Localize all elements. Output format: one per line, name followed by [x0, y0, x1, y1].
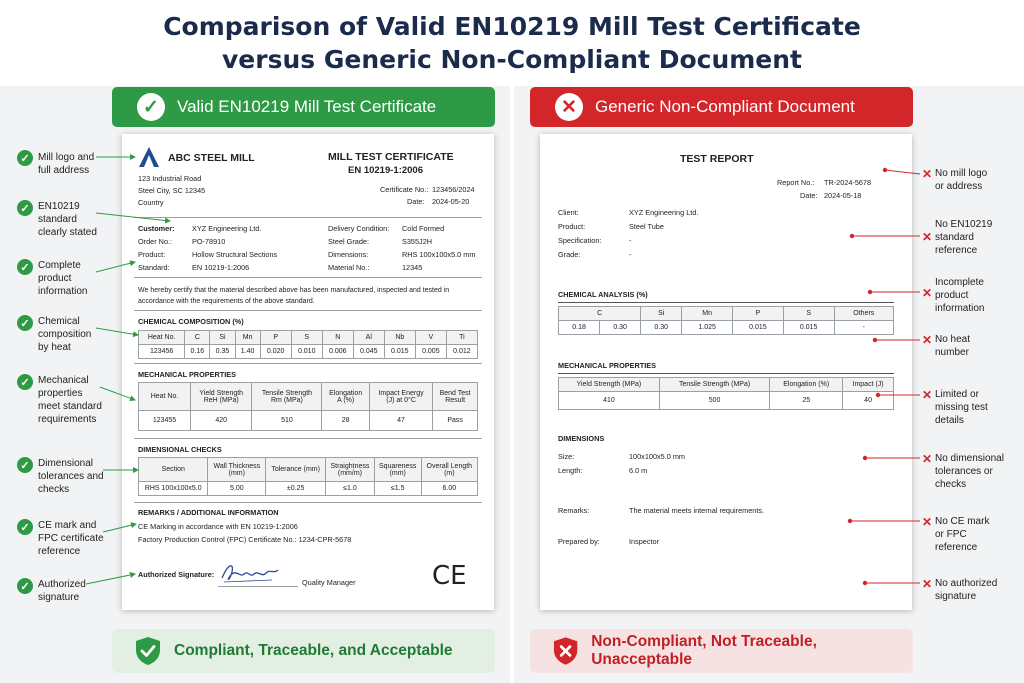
mech-cell: 410 — [559, 392, 660, 410]
invalid-banner — [530, 87, 913, 127]
chem-header: N — [322, 331, 353, 345]
check-icon: ✓ — [17, 150, 33, 166]
annotation-line: No EN10219 — [935, 219, 993, 230]
chem-analysis-table — [558, 306, 894, 335]
title-line-2: versus Generic Non-Compliant Document — [222, 45, 802, 74]
annotation-line: signature — [38, 592, 80, 603]
cert-no-value: 123456/2024 — [432, 185, 475, 194]
chem-cell: 0.005 — [415, 345, 446, 359]
dim-header — [374, 458, 421, 482]
mech-cell: Pass — [433, 411, 478, 431]
x-icon: ✕ — [922, 230, 933, 244]
mill-address-3: Country — [138, 198, 164, 207]
chemical-table — [138, 330, 478, 359]
remark-line-2: Factory Production Control (FPC) Certificate No.: 1234-CPR-5678 — [138, 535, 352, 544]
annotation-line: Complete — [38, 260, 81, 271]
annotation-line: missing test — [935, 402, 988, 413]
remarks-label: Remarks: — [558, 506, 590, 515]
mech-header: Tensile Strength (MPa) — [659, 378, 769, 392]
chem-header: C — [559, 307, 641, 321]
chem-analysis-title: CHEMICAL ANALYSIS (%) — [558, 290, 648, 299]
chem-cell: 0.006 — [322, 345, 353, 359]
mech-header — [433, 383, 478, 411]
mill-address-1: 123 Industrial Road — [138, 174, 202, 183]
invalid-footer — [530, 629, 913, 673]
spec-value: - — [629, 236, 632, 245]
mech-header — [369, 383, 432, 411]
chem-header: Si — [641, 307, 682, 321]
dim-header-text: Squareness — [379, 462, 417, 470]
mech-header — [322, 383, 369, 411]
cert-no-label: Certificate No.: — [380, 185, 429, 194]
annotation-line: or address — [935, 181, 983, 192]
customer-label: Customer: — [138, 224, 175, 233]
x-icon: ✕ — [922, 286, 933, 300]
cert-date-value: 2024-05-20 — [432, 197, 470, 206]
annotation-line: details — [935, 415, 964, 426]
annotation-no-heat — [935, 333, 970, 359]
mech-cell: 420 — [191, 411, 252, 431]
mech-properties-title: MECHANICAL PROPERTIES — [558, 361, 656, 370]
x-icon: ✕ — [922, 452, 933, 466]
annotation-line: clearly stated — [38, 227, 97, 238]
chem-header: Ti — [446, 331, 477, 345]
remark-line-1: CE Marking in accordance with EN 10219-1:2006 — [138, 522, 298, 531]
mech-header: Yield Strength (MPa) — [559, 378, 660, 392]
chem-header: Heat No. — [139, 331, 185, 345]
certify-line-2: accordance with the requirements of the above standard. — [138, 298, 315, 305]
client-label: Client: — [558, 208, 579, 217]
cert-date-label: Date: — [407, 197, 425, 206]
product-value: Hollow Structural Sections — [192, 250, 278, 259]
prepared-value: Inspector — [629, 537, 660, 546]
report-title: TEST REPORT — [680, 153, 754, 165]
annotation-line: Mill logo and — [38, 152, 95, 163]
chem-cell: 0.30 — [600, 321, 641, 335]
annotation-line: checks — [935, 479, 967, 490]
mech-cell: 25 — [770, 392, 843, 410]
dimensional-title: DIMENSIONAL CHECKS — [138, 445, 222, 454]
annotation-line: tolerances or — [935, 466, 993, 477]
dim-cell: ≤1.5 — [374, 482, 421, 496]
annotation-logo — [38, 151, 94, 177]
mech-header-text: Heat No. — [150, 393, 179, 400]
x-icon: ✕ — [922, 167, 933, 181]
mech-header — [252, 383, 322, 411]
mech-cell: 40 — [843, 392, 894, 410]
mech-header-text: ReH (MPa) — [203, 396, 239, 404]
mech-header-text: Rm (MPa) — [271, 396, 303, 404]
signature-line — [218, 586, 298, 587]
chem-header: Mn — [682, 307, 733, 321]
signature-label: Authorized Signature: — [138, 570, 215, 579]
mech-header-text: Tensile Strength — [261, 389, 313, 397]
annotation-line: checks — [38, 484, 70, 495]
chem-header: V — [415, 331, 446, 345]
x-icon: ✕ — [922, 333, 933, 347]
mill-name: ABC STEEL MILL — [168, 152, 255, 164]
certify-line-1: We hereby certify that the material described above has been manufactured, inspected and tested in — [138, 287, 450, 294]
annotation-line: signature — [935, 591, 977, 602]
chem-header: P — [260, 331, 291, 345]
remarks-title: REMARKS / ADDITIONAL INFORMATION — [138, 508, 279, 517]
delivery-value: Cold Formed — [402, 224, 445, 233]
mech-properties-table — [558, 377, 894, 410]
x-circle-icon: ✕ — [555, 93, 583, 121]
chem-header: P — [733, 307, 784, 321]
annotation-no-logo — [935, 167, 987, 193]
grade-label: Grade: — [558, 250, 581, 259]
chem-header: Si — [210, 331, 235, 345]
annotation-line: No authorized — [935, 578, 998, 589]
chemical-title: CHEMICAL COMPOSITION (%) — [138, 317, 244, 326]
size-label: Size: — [558, 452, 575, 461]
chem-cell: 0.015 — [384, 345, 415, 359]
chem-header: Mn — [235, 331, 260, 345]
mech-cell: 510 — [252, 411, 322, 431]
annotation-line: information — [38, 286, 88, 297]
annotation-line: Limited or — [935, 389, 979, 400]
dim-header-text: Section — [161, 466, 185, 473]
annotation-line: by heat — [38, 342, 71, 353]
annotation-line: CE mark and — [38, 520, 97, 531]
divider — [134, 310, 482, 311]
material-value: 12345 — [402, 263, 423, 272]
annotation-line: full address — [38, 165, 90, 176]
x-icon: ✕ — [922, 577, 933, 591]
chem-header: Al — [353, 331, 384, 345]
valid-footer-label: Compliant, Traceable, and Acceptable — [174, 642, 453, 659]
annotation-chemical — [38, 315, 91, 354]
check-icon: ✓ — [17, 457, 33, 473]
grade-value: S355J2H — [402, 237, 433, 246]
order-value: PO-78910 — [192, 237, 226, 246]
check-icon: ✓ — [17, 315, 33, 331]
x-shield-icon — [552, 636, 579, 666]
chem-header: S — [783, 307, 834, 321]
mech-header-text: Result — [445, 396, 466, 404]
dim-cell: 6.00 — [421, 482, 477, 496]
dim-header-text: (mm/m) — [337, 469, 362, 477]
x-icon: ✕ — [922, 388, 933, 402]
delivery-label: Delivery Condition: — [328, 224, 390, 233]
chem-cell: 0.16 — [185, 345, 210, 359]
dimensions-value: RHS 100x100x5.0 mm — [402, 250, 476, 259]
annotation-line: number — [935, 347, 969, 358]
dim-header — [421, 458, 477, 482]
chem-header: S — [291, 331, 322, 345]
annotation-line: requirements — [38, 414, 97, 425]
report-date-label: Date: — [800, 191, 818, 200]
invalid-banner-label: Generic Non-Compliant Document — [595, 97, 855, 116]
check-shield-icon — [134, 636, 162, 666]
mech-header: Impact (J) — [843, 378, 894, 392]
product-label: Product: — [558, 222, 586, 231]
dim-header-text: Wall Thickness — [213, 462, 261, 470]
valid-banner-label: Valid EN10219 Mill Test Certificate — [177, 97, 437, 116]
mech-header — [139, 383, 191, 411]
dimensional-table — [138, 457, 478, 496]
annotation-signature — [38, 578, 86, 604]
dim-cell: 5.00 — [208, 482, 266, 496]
size-value: 100x100x5.0 mm — [629, 452, 685, 461]
annotation-line: No heat — [935, 334, 971, 345]
annotation-line: product — [935, 290, 969, 301]
mech-header-text: A (%) — [337, 396, 355, 404]
annotation-standard — [38, 200, 97, 239]
divider — [134, 502, 482, 503]
chem-cell: 0.015 — [783, 321, 834, 335]
signature-role: Quality Manager — [302, 578, 356, 587]
mech-cell: 123455 — [139, 411, 191, 431]
remarks-value: The material meets internal requirements. — [629, 506, 765, 515]
mechanical-title: MECHANICAL PROPERTIES — [138, 370, 236, 379]
mech-header-text: Elongation — [329, 389, 363, 397]
mech-header-text: Impact Energy — [378, 389, 424, 397]
certificate-title: MILL TEST CERTIFICATE — [328, 151, 454, 163]
mill-address-2: Steel City, SC 12345 — [138, 186, 206, 195]
annotation-line: No dimensional — [935, 453, 1004, 464]
customer-value: XYZ Engineering Ltd. — [192, 224, 262, 233]
x-icon: ✕ — [922, 515, 933, 529]
order-label: Order No.: — [138, 237, 173, 246]
annotation-mechanical — [38, 374, 102, 426]
length-value: 6.0 m — [629, 466, 648, 475]
chem-cell: 1.40 — [235, 345, 260, 359]
report-no-value: TR-2024-5678 — [824, 178, 872, 187]
chem-cell: 0.010 — [291, 345, 322, 359]
annotation-line: reference — [935, 245, 978, 256]
annotation-line: standard — [38, 214, 77, 225]
mech-cell: 47 — [369, 411, 432, 431]
grade-label: Steel Grade: — [328, 237, 369, 246]
divider — [134, 217, 482, 218]
annotation-line: tolerances and — [38, 471, 104, 482]
invalid-footer-label: Non-Compliant, Not Traceable, Unacceptable — [591, 633, 817, 668]
dimensions-label: Dimensions: — [328, 250, 369, 259]
dim-header-text: (mm) — [389, 469, 406, 477]
length-label: Length: — [558, 466, 583, 475]
divider — [558, 373, 894, 374]
chem-cell: 0.012 — [446, 345, 477, 359]
mech-cell: 28 — [322, 411, 369, 431]
title-line-1: Comparison of Valid EN10219 Mill Test Certificate — [163, 12, 861, 41]
annotation-line: standard — [935, 232, 974, 243]
annotation-line: properties — [38, 388, 83, 399]
valid-certificate-document — [122, 134, 494, 610]
dim-header-text: Straightness — [330, 462, 370, 470]
dim-header — [266, 458, 326, 482]
spec-label: Specification: — [558, 236, 602, 245]
ce-mark: CE — [432, 561, 467, 591]
signature-scribble-icon — [218, 558, 280, 586]
chem-cell: 0.35 — [210, 345, 235, 359]
dim-header-text: (m) — [444, 469, 455, 477]
mech-header-text: Yield Strength — [199, 389, 244, 397]
certificate-standard: EN 10219-1:2006 — [348, 165, 423, 176]
mech-header — [191, 383, 252, 411]
chem-cell: 0.30 — [641, 321, 682, 335]
dim-cell: RHS 100x100x5.0 — [139, 482, 208, 496]
check-icon: ✓ — [17, 519, 33, 535]
check-icon: ✓ — [17, 259, 33, 275]
annotation-line: Authorized — [38, 579, 86, 590]
mill-logo-icon — [138, 146, 160, 168]
mech-header-text: (J) at 0°C — [386, 396, 416, 404]
standard-label: Standard: — [138, 263, 170, 272]
dim-header — [139, 458, 208, 482]
annotation-line: reference — [935, 542, 978, 553]
chem-header: Others — [834, 307, 893, 321]
client-value: XYZ Engineering Ltd. — [629, 208, 699, 217]
valid-footer — [112, 629, 495, 673]
chem-cell: - — [834, 321, 893, 335]
annotation-line: Dimensional — [38, 458, 94, 469]
annotation-product — [38, 259, 87, 298]
chem-cell: 0.015 — [733, 321, 784, 335]
prepared-label: Prepared by: — [558, 537, 600, 546]
annotation-line: No mill logo — [935, 168, 988, 179]
annotation-line: FPC certificate — [38, 533, 104, 544]
mech-cell: 500 — [659, 392, 769, 410]
annotation-no-ce — [935, 515, 989, 554]
check-icon: ✓ — [17, 200, 33, 216]
chem-cell: 1.025 — [682, 321, 733, 335]
divider — [134, 277, 482, 278]
standard-value: EN 10219-1:2006 — [192, 263, 250, 272]
dim-header-text: Tolerance (mm) — [271, 466, 320, 473]
dim-cell: ≤1.0 — [326, 482, 375, 496]
chem-cell: 0.18 — [559, 321, 600, 335]
annotation-dimensional — [38, 457, 104, 496]
annotation-line: Incomplete — [935, 277, 984, 288]
dim-cell: ±0.25 — [266, 482, 326, 496]
divider — [134, 438, 482, 439]
annotation-line: information — [935, 303, 985, 314]
report-date-value: 2024-05-18 — [824, 191, 862, 200]
annotation-line: EN10219 — [38, 201, 80, 212]
annotation-line: meet standard — [38, 401, 102, 412]
annotation-no-dimensional — [935, 452, 1004, 491]
check-icon: ✓ — [17, 374, 33, 390]
page-title — [0, 10, 1024, 76]
material-label: Material No.: — [328, 263, 370, 272]
mech-header: Elongation (%) — [770, 378, 843, 392]
divider — [134, 363, 482, 364]
annotation-incomplete-product — [935, 276, 984, 315]
mech-header-text: Bend Test — [439, 389, 471, 397]
chem-cell: 123456 — [139, 345, 185, 359]
annotation-ce-mark — [38, 519, 104, 558]
mechanical-table — [138, 382, 478, 431]
annotation-line: No CE mark — [935, 516, 990, 527]
dim-header-text: Overall Length — [426, 462, 473, 470]
grade-value: - — [629, 250, 632, 259]
dimensions-title: DIMENSIONS — [558, 434, 605, 443]
dim-header — [326, 458, 375, 482]
annotation-line: composition — [38, 329, 92, 340]
chem-header: C — [185, 331, 210, 345]
divider — [558, 302, 894, 303]
invalid-test-report-document — [540, 134, 912, 610]
product-label: Product: — [138, 250, 166, 259]
chem-cell: 0.045 — [353, 345, 384, 359]
valid-banner — [112, 87, 495, 127]
annotation-no-signature — [935, 577, 997, 603]
check-circle-icon: ✓ — [137, 93, 165, 121]
annotation-no-standard — [935, 218, 992, 257]
chem-header: Nb — [384, 331, 415, 345]
dim-header — [208, 458, 266, 482]
annotation-line: product — [38, 273, 72, 284]
dim-header-text: (mm) — [228, 469, 245, 477]
report-no-label: Report No.: — [777, 178, 815, 187]
product-value: Steel Tube — [629, 222, 664, 231]
annotation-line: Chemical — [38, 316, 80, 327]
annotation-line: reference — [38, 546, 81, 557]
check-icon: ✓ — [17, 578, 33, 594]
annotation-line: or FPC — [935, 529, 967, 540]
chem-cell: 0.020 — [260, 345, 291, 359]
annotation-line: Mechanical — [38, 375, 89, 386]
annotation-limited-tests — [935, 388, 988, 427]
